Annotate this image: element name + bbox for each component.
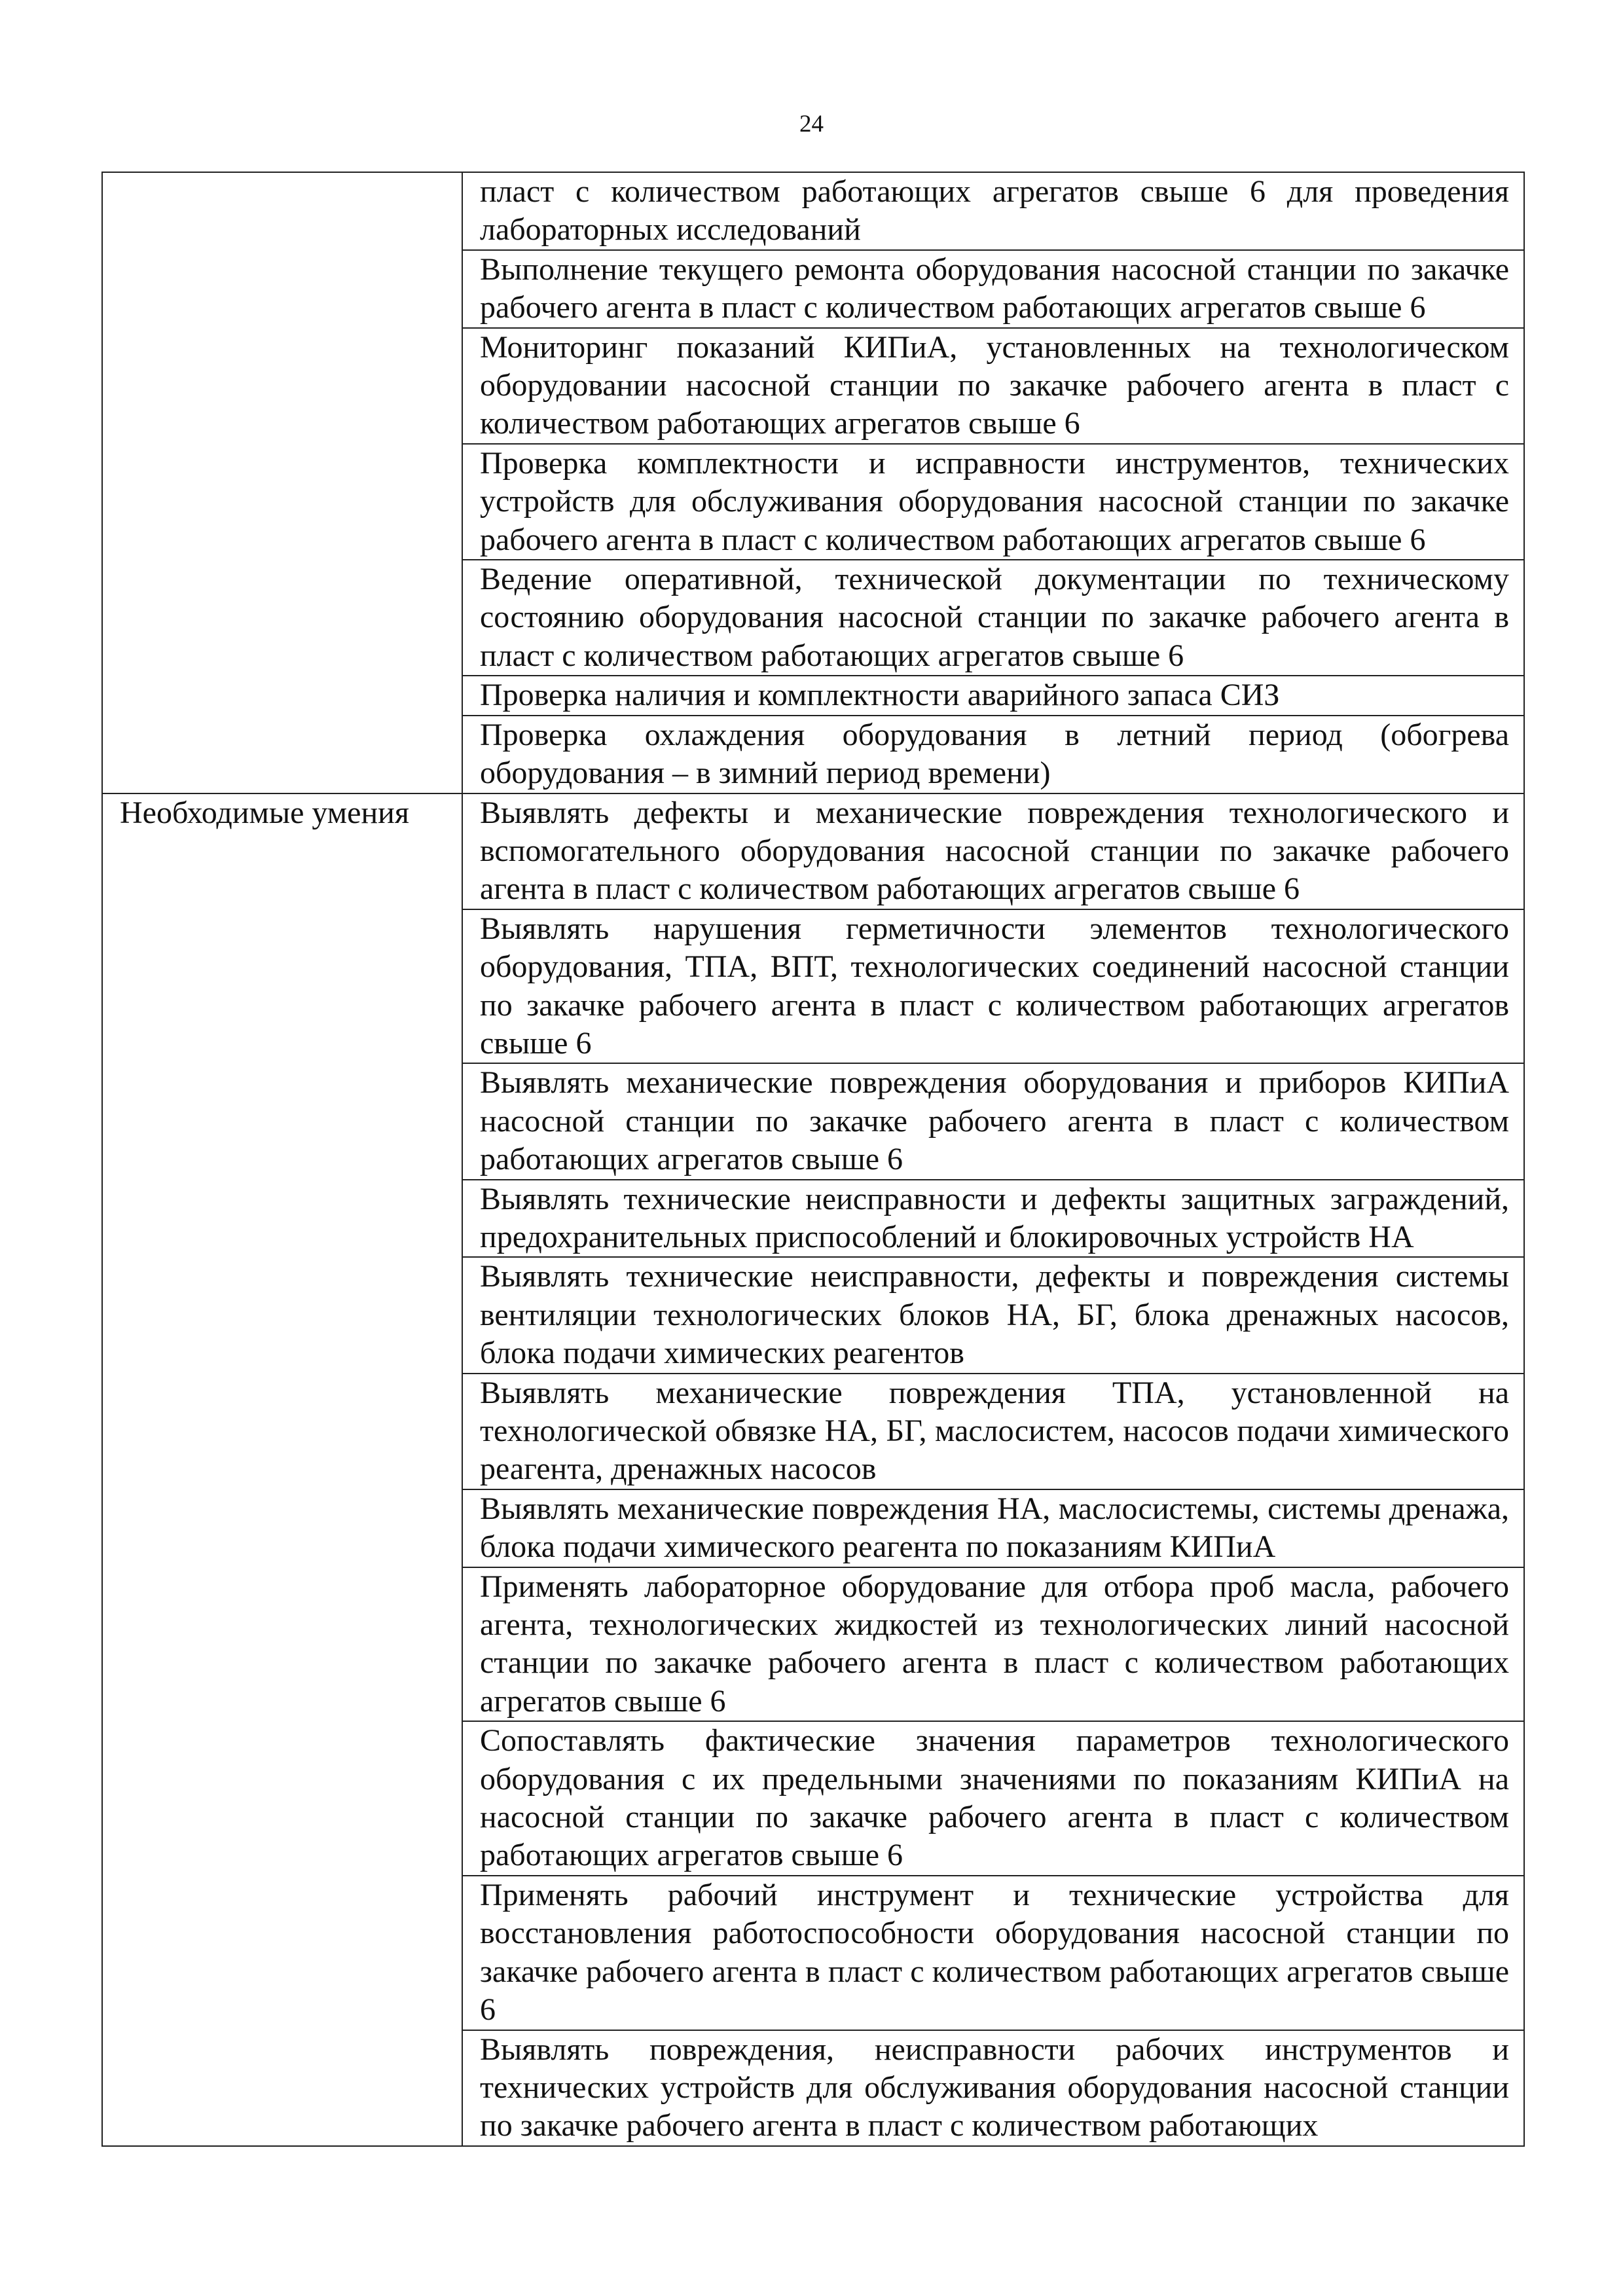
row-text: Выявлять механические повреждения ТПА, установленной на технологической обвязке НА, БГ, маслосистем, насосов подачи химического реагента, дренажных насосов [462, 1374, 1524, 1489]
row-text: Мониторинг показаний КИПиА, установленных на технологическом оборудовании насосной станции по закачке рабочего агента в пласт с количеством работающих агрегатов свыше 6 [462, 328, 1524, 444]
row-text: Выполнение текущего ремонта оборудования насосной станции по закачке рабочего агента в пласт с количеством работающих агрегатов свыше 6 [462, 250, 1524, 328]
row-text: пласт с количеством работающих агрегатов свыше 6 для проведения лабораторных исследований [462, 172, 1524, 250]
row-text: Выявлять механические повреждения оборудования и приборов КИПиА насосной станции по закачке рабочего агента в пласт с количеством работающих агрегатов свыше 6 [462, 1063, 1524, 1179]
row-text: Сопоставлять фактические значения параметров технологического оборудования с их предельными значениями по показаниям КИПиА на насосной станции по закачке рабочего агента в пласт с количеством работающих агрегатов свыше 6 [462, 1721, 1524, 1876]
row-text: Выявлять нарушения герметичности элементов технологического оборудования, ТПА, ВПТ, технологических соединений насосной станции по закачке рабочего агента в пласт с количеством работающих агрегатов свыше 6 [462, 909, 1524, 1064]
row-text: Проверка наличия и комплектности аварийного запаса СИЗ [462, 676, 1524, 715]
row-text: Ведение оперативной, технической документации по техническому состоянию оборудования насосной станции по закачке рабочего агента в пласт с количеством работающих агрегатов свыше 6 [462, 560, 1524, 676]
requirements-table [101, 172, 1525, 2147]
row-text: Выявлять механические повреждения НА, маслосистемы, системы дренажа, блока подачи химического реагента по показаниям КИПиА [462, 1489, 1524, 1567]
label-cell-continued [102, 172, 462, 793]
row-text: Выявлять повреждения, неисправности рабочих инструментов и технических устройств для обслуживания оборудования насосной станции по закачке рабочего агента в пласт с количеством работающих [462, 2030, 1524, 2146]
page-number: 24 [799, 111, 824, 137]
row-text: Применять лабораторное оборудование для отбора проб масла, рабочего агента, технологических жидкостей из технологических линий насосной станции по закачке рабочего агента в пласт с количеством работающих агрегатов свыше 6 [462, 1567, 1524, 1722]
row-text: Проверка комплектности и исправности инструментов, технических устройств для обслуживания оборудования насосной станции по закачке рабочего агента в пласт с количеством работающих агрегатов свыше 6 [462, 444, 1524, 560]
row-text: Выявлять технические неисправности, дефекты и повреждения системы вентиляции технологических блоков НА, БГ, блока дренажных насосов, блока подачи химических реагентов [462, 1257, 1524, 1373]
required-skills-label: Необходимые умения [102, 793, 462, 2146]
row-text: Проверка охлаждения оборудования в летний период (обогрева оборудования – в зимний период времени) [462, 716, 1524, 793]
row-text: Выявлять технические неисправности и дефекты защитных заграждений, предохранительных приспособлений и блокировочных устройств НА [462, 1180, 1524, 1258]
table-row [102, 172, 1524, 250]
row-text: Выявлять дефекты и механические повреждения технологического и вспомогательного оборудования насосной станции по закачке рабочего агента в пласт с количеством работающих агрегатов свыше 6 [462, 793, 1524, 909]
row-text: Применять рабочий инструмент и технические устройства для восстановления работоспособности оборудования насосной станции по закачке рабочего агента в пласт с количеством работающих агрегатов свыше 6 [462, 1876, 1524, 2030]
table-row [102, 793, 1524, 909]
